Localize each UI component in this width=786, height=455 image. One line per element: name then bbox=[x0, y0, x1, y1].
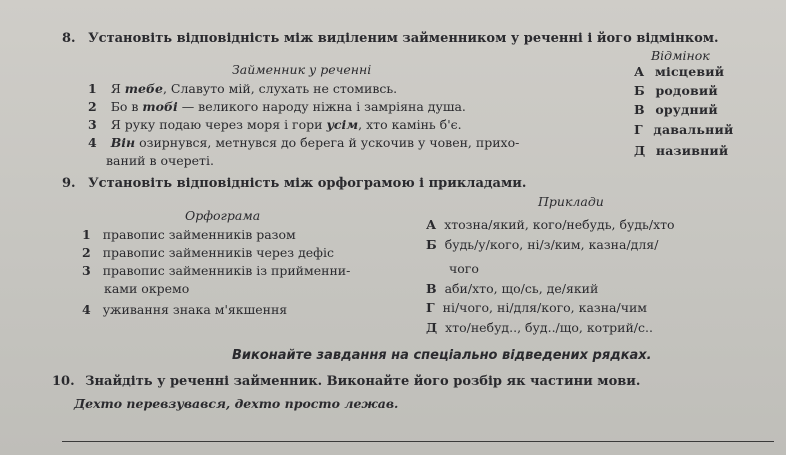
highlighted-pronoun: тобі bbox=[142, 99, 178, 114]
option-text: хто/небуд.., буд../що, котрий/с.. bbox=[445, 320, 653, 335]
option-letter: Б bbox=[426, 237, 437, 252]
task-9-item bbox=[82, 263, 350, 278]
option-text: орудний bbox=[655, 102, 718, 117]
highlighted-pronoun: усім bbox=[326, 117, 359, 132]
task-9-option bbox=[426, 320, 653, 335]
task-9-prompt bbox=[62, 176, 526, 191]
option-letter: В bbox=[426, 281, 437, 296]
item-text-before: Бо в bbox=[110, 99, 143, 114]
task-8-item bbox=[88, 99, 466, 114]
task-8-left-header: Займенник у реченні bbox=[232, 62, 372, 77]
task-9-option-continuation: чого bbox=[449, 261, 479, 276]
option-letter: Д bbox=[426, 320, 438, 335]
task-8-option bbox=[634, 143, 728, 158]
task-9-option bbox=[426, 281, 598, 296]
option-letter: А bbox=[426, 217, 437, 232]
task-8-item-continuation: ваний в очереті. bbox=[106, 153, 214, 168]
item-number: 3 bbox=[88, 117, 97, 132]
option-text: родовий bbox=[655, 83, 718, 98]
task-8-text: Установіть відповідність між виділеним займенником у реченні і його відмінком. bbox=[88, 31, 719, 46]
highlighted-pronoun: Він bbox=[110, 135, 136, 150]
item-text: правопис займенників разом bbox=[102, 227, 296, 242]
item-text-after: — великого народу ніжна і замріяна душа. bbox=[177, 99, 466, 114]
item-number: 2 bbox=[88, 99, 97, 114]
highlighted-pronoun: тебе bbox=[124, 81, 163, 96]
task-9-item bbox=[82, 245, 334, 260]
task-10-number: 10. bbox=[52, 374, 75, 389]
option-letter: Д bbox=[634, 143, 646, 158]
task-8-option bbox=[634, 102, 718, 117]
option-text: аби/хто, що/сь, де/який bbox=[444, 281, 599, 296]
task-9-text: Установіть відповідність між орфограмою і прикладами. bbox=[88, 176, 527, 191]
task-9-item bbox=[82, 302, 287, 317]
item-number: 4 bbox=[88, 135, 97, 150]
task-8-item bbox=[88, 81, 397, 96]
task-8-option bbox=[634, 64, 724, 79]
item-text-after: , Славуто мій, слухать не стомивсь. bbox=[162, 81, 398, 96]
item-text: правопис займенників через дефіс bbox=[102, 245, 334, 260]
task-8-prompt bbox=[62, 31, 719, 46]
option-text: хтозна/який, кого/небудь, будь/хто bbox=[444, 217, 675, 232]
task-9-item-continuation: ками окремо bbox=[104, 281, 190, 296]
task-8-item bbox=[88, 135, 519, 150]
item-text-before: Я bbox=[110, 81, 125, 96]
task-8-item bbox=[88, 117, 462, 132]
task-10-text: Знайдіть у реченні займенник. Виконайте його розбір як частини мови. bbox=[85, 374, 641, 389]
option-letter: Г bbox=[634, 122, 643, 137]
item-text: правопис займенників із прийменни- bbox=[102, 263, 351, 278]
item-number: 2 bbox=[82, 245, 91, 260]
task-8-number: 8. bbox=[62, 31, 76, 46]
option-letter: А bbox=[634, 64, 645, 79]
task-9-number: 9. bbox=[62, 176, 76, 191]
option-text: ні/чого, ні/для/кого, казна/чим bbox=[442, 300, 648, 315]
option-letter: Г bbox=[426, 300, 435, 315]
option-text: називний bbox=[655, 143, 729, 158]
option-text: місцевий bbox=[654, 64, 725, 79]
task-10-prompt bbox=[52, 374, 640, 389]
item-number: 1 bbox=[88, 81, 97, 96]
option-letter: Б bbox=[634, 83, 645, 98]
instruction-note: Виконайте завдання на спеціально відведених рядках. bbox=[232, 348, 652, 363]
item-number: 3 bbox=[82, 263, 91, 278]
item-text-before: Я руку подаю через моря і гори bbox=[110, 117, 327, 132]
answer-line[interactable] bbox=[62, 441, 774, 442]
task-10-sentence: Дехто перевзувався, дехто просто лежав. bbox=[74, 396, 399, 411]
item-text: уживання знака м'якшення bbox=[102, 302, 288, 317]
task-8-option bbox=[634, 83, 718, 98]
item-text-after: , хто камінь б'є. bbox=[358, 117, 462, 132]
task-9-option bbox=[426, 300, 647, 315]
option-text: будь/у/кого, ні/з/ким, казна/для/ bbox=[444, 237, 659, 252]
item-number: 1 bbox=[82, 227, 91, 242]
task-9-right-header: Приклади bbox=[538, 194, 604, 209]
task-9-option bbox=[426, 217, 675, 232]
item-number: 4 bbox=[82, 302, 91, 317]
option-letter: В bbox=[634, 102, 645, 117]
option-text: давальний bbox=[653, 122, 734, 137]
task-9-left-header: Орфограма bbox=[185, 208, 261, 223]
task-9-option bbox=[426, 237, 658, 252]
item-text-after: озирнувся, метнувся до берега й ускочив у човен, прихо- bbox=[135, 135, 520, 150]
task-8-right-header: Відмінок bbox=[651, 48, 710, 63]
task-9-item bbox=[82, 227, 296, 242]
task-8-option bbox=[634, 122, 733, 137]
